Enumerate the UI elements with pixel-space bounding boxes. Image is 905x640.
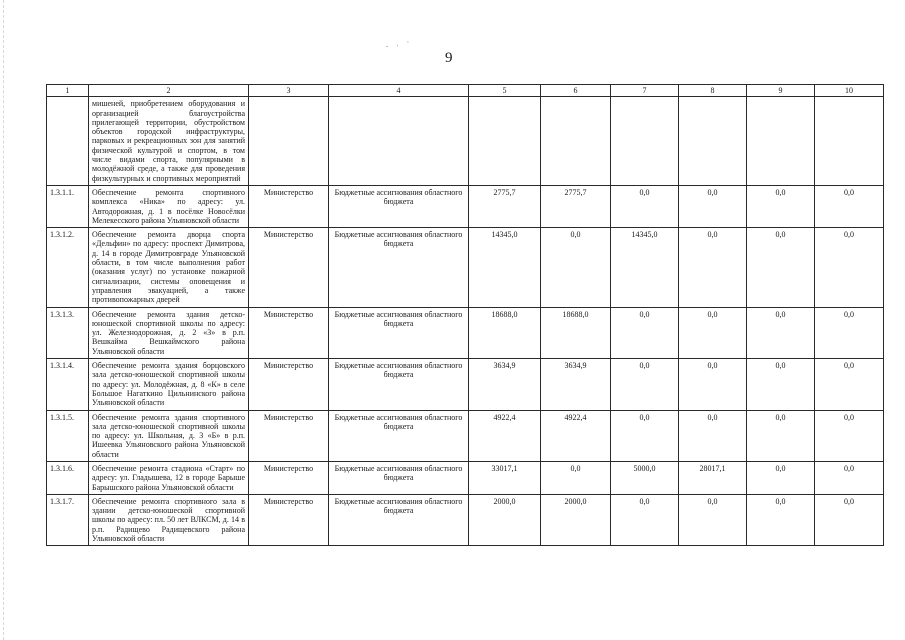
row-funding-source: Бюджетные ассигнования областного бюджета	[329, 410, 469, 461]
row-value: 0,0	[815, 461, 884, 494]
header-cell: 10	[815, 85, 884, 97]
row-value: 0,0	[815, 410, 884, 461]
row-value: 0,0	[815, 228, 884, 307]
row-executor: Министерство	[249, 410, 329, 461]
table-row	[47, 359, 884, 410]
row-description: Обеспечение ремонта спортивного комплекса «Ника» по адресу: ул. Автодорожная, д. 1 в посёлке Новосёлки Мелекесского района Ульяновской области	[89, 185, 249, 227]
row-value: 0,0	[611, 494, 679, 545]
row-description: Обеспечение ремонта спортивного зала в здании детско-юношеской спортивной школы по адресу: пл. 50 лет ВЛКСМ, д. 14 в р.п. Радищево Радищевского района Ульяновской области	[89, 494, 249, 545]
row-description: Обеспечение ремонта здания спортивного зала детско-юношеской спортивной школы по адресу: ул. Школьная, д. 3 «Б» в р.п. Ишеевка Ульяновского района Ульяновской области	[89, 410, 249, 461]
scan-marks: . ˒ ˈ	[386, 40, 413, 49]
table-row	[47, 410, 884, 461]
row-value: 0,0	[679, 307, 747, 358]
table-row	[47, 97, 884, 186]
row-value: 0,0	[747, 185, 815, 227]
header-cell: 2	[89, 85, 249, 97]
row-value: 0,0	[679, 410, 747, 461]
row-value: 0,0	[611, 410, 679, 461]
row-description: Обеспечение ремонта здания борцовского зала детско-юношеской спортивной школы по адресу: ул. Молодёжная, д. 8 «К» в селе Большое Нагаткино Цильнинского района Ульяновской области	[89, 359, 249, 410]
row-value: 0,0	[611, 307, 679, 358]
page-number: 9	[445, 50, 453, 66]
row-value	[747, 97, 815, 186]
row-value: 33017,1	[469, 461, 541, 494]
row-value: 2775,7	[469, 185, 541, 227]
table-row	[47, 307, 884, 358]
row-number: 1.3.1.6.	[47, 461, 89, 494]
row-value: 14345,0	[611, 228, 679, 307]
row-value	[679, 97, 747, 186]
header-cell: 5	[469, 85, 541, 97]
row-number: 1.3.1.1.	[47, 185, 89, 227]
header-cell: 8	[679, 85, 747, 97]
row-executor: Министерство	[249, 359, 329, 410]
row-funding-source: Бюджетные ассигнования областного бюджета	[329, 461, 469, 494]
table-row	[47, 185, 884, 227]
row-value: 2000,0	[469, 494, 541, 545]
row-value: 0,0	[679, 494, 747, 545]
row-value: 0,0	[747, 461, 815, 494]
row-value: 2775,7	[541, 185, 611, 227]
row-description: Обеспечение ремонта дворца спорта «Дельфин» по адресу: проспект Димитрова, д. 14 в городе Димитровграде Ульяновской области, в том числе выполнения работ (оказания услуг) по установке пожарной сигнализации, системы оповещения и управления эвакуацией, а также противопожарных дверей	[89, 228, 249, 307]
row-funding-source	[329, 97, 469, 186]
row-funding-source: Бюджетные ассигнования областного бюджета	[329, 228, 469, 307]
row-value	[541, 97, 611, 186]
row-number: 1.3.1.5.	[47, 410, 89, 461]
row-value: 0,0	[541, 461, 611, 494]
row-number: 1.3.1.4.	[47, 359, 89, 410]
row-executor	[249, 97, 329, 186]
row-value: 0,0	[679, 185, 747, 227]
row-executor: Министерство	[249, 185, 329, 227]
row-value: 18688,0	[469, 307, 541, 358]
row-executor: Министерство	[249, 307, 329, 358]
row-value: 0,0	[541, 228, 611, 307]
row-value: 18688,0	[541, 307, 611, 358]
table-row	[47, 461, 884, 494]
row-number	[47, 97, 89, 186]
row-value	[469, 97, 541, 186]
row-value: 5000,0	[611, 461, 679, 494]
table-header-row	[47, 85, 884, 97]
row-description: мишеней, приобретением оборудования и организацией благоустройства прилегающей территории, обустройством объектов городской инфраструктуры, парковых и рекреационных зон для занятий физической культурой и спортом, в том числе видами спорта, популярными в молодёжной среде, а также для проведения физкультурных и спортивных мероприятий	[89, 97, 249, 186]
row-value: 3634,9	[541, 359, 611, 410]
row-number: 1.3.1.3.	[47, 307, 89, 358]
table-row	[47, 494, 884, 545]
row-funding-source: Бюджетные ассигнования областного бюджета	[329, 359, 469, 410]
row-value: 3634,9	[469, 359, 541, 410]
table-row	[47, 228, 884, 307]
row-value: 0,0	[815, 359, 884, 410]
row-funding-source: Бюджетные ассигнования областного бюджета	[329, 185, 469, 227]
row-value: 0,0	[747, 494, 815, 545]
row-funding-source: Бюджетные ассигнования областного бюджета	[329, 307, 469, 358]
row-value: 4922,4	[541, 410, 611, 461]
header-cell: 1	[47, 85, 89, 97]
row-number: 1.3.1.7.	[47, 494, 89, 545]
row-value: 28017,1	[679, 461, 747, 494]
row-executor: Министерство	[249, 461, 329, 494]
header-cell: 4	[329, 85, 469, 97]
row-executor: Министерство	[249, 228, 329, 307]
header-cell: 9	[747, 85, 815, 97]
row-value: 0,0	[747, 228, 815, 307]
row-value: 0,0	[747, 307, 815, 358]
row-value: 14345,0	[469, 228, 541, 307]
row-executor: Министерство	[249, 494, 329, 545]
row-value: 0,0	[611, 185, 679, 227]
row-value: 0,0	[815, 307, 884, 358]
header-cell: 7	[611, 85, 679, 97]
row-value: 0,0	[815, 185, 884, 227]
row-value: 0,0	[747, 359, 815, 410]
row-description: Обеспечение ремонта стадиона «Старт» по адресу: ул. Гладышева, 12 в городе Барыше Барышского района Ульяновской области	[89, 461, 249, 494]
row-value: 0,0	[679, 359, 747, 410]
row-value: 0,0	[679, 228, 747, 307]
budget-table	[46, 84, 884, 546]
row-value: 0,0	[611, 359, 679, 410]
row-value	[611, 97, 679, 186]
row-number: 1.3.1.2.	[47, 228, 89, 307]
header-cell: 3	[249, 85, 329, 97]
header-cell: 6	[541, 85, 611, 97]
row-value: 4922,4	[469, 410, 541, 461]
row-value: 2000,0	[541, 494, 611, 545]
row-funding-source: Бюджетные ассигнования областного бюджета	[329, 494, 469, 545]
scan-edge-line	[3, 0, 5, 640]
row-description: Обеспечение ремонта здания детско-юношеской спортивной школы по адресу: ул. Железнодорожная, д. 2 «З» в р.п. Вешкайма Вешкаймского района Ульяновской области	[89, 307, 249, 358]
row-value: 0,0	[747, 410, 815, 461]
row-value	[815, 97, 884, 186]
row-value: 0,0	[815, 494, 884, 545]
